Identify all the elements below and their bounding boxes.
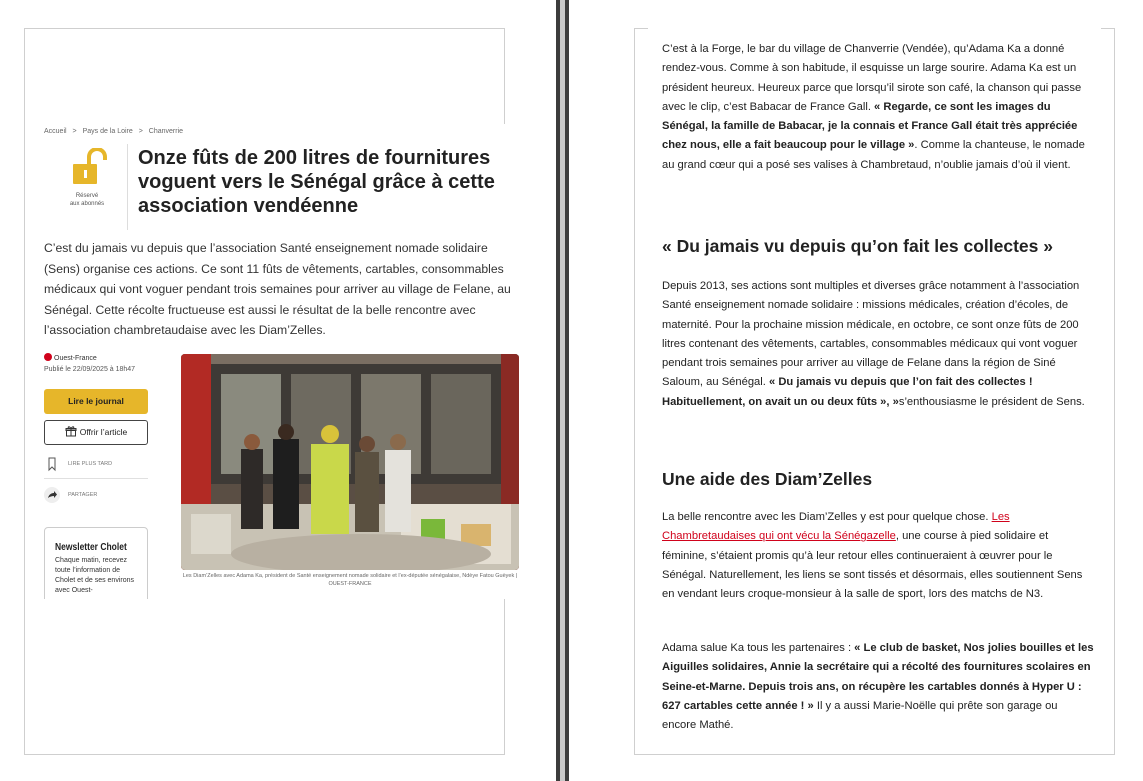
page-divider xyxy=(556,0,569,781)
breadcrumb xyxy=(44,128,187,135)
paragraph-1-end: . Comme la chanteuse, le nomade au grand cœur qui a posé ses valises à Chambretaud, n’oublie jamais d’où il vient. xyxy=(662,139,1085,171)
senegazelle-link[interactable]: Les Chambretaudaises qui ont vécu la Sénégazelle xyxy=(662,511,1010,543)
article-lead: C’est du jamais vu depuis que l’association Santé enseignement nomade solidaire (Sens) organise ces actions. Ce sont 11 fûts de vêtements, cartables, consommables médicaux qui vont voguer pendant trois semaines pour arriver au village de Felane, au Sénégal. Cette récolte fructueuse est aussi le résultat de la belle rencontre avec l’association chambretaudaise avec les Diam’Zelles. xyxy=(44,241,511,337)
newsletter-box[interactable] xyxy=(44,527,148,599)
subscriber-label: aux abonnés xyxy=(69,201,105,207)
unlock-icon xyxy=(67,148,107,190)
source-name: Ouest-France xyxy=(54,355,97,362)
paragraph-2-quote: « Du jamais vu depuis que l’on fait des collectes ! Habituellement, on avait un ou deux fûts », » xyxy=(662,376,1033,408)
share-button[interactable] xyxy=(44,486,148,510)
paragraph-1 xyxy=(662,40,1094,175)
read-journal-button[interactable]: Lire le journal xyxy=(44,389,148,414)
subheading-collectes: « Du jamais vu depuis qu’on fait les collectes » xyxy=(662,236,1053,256)
paragraph-4 xyxy=(662,639,1094,735)
read-later-button[interactable] xyxy=(44,455,148,479)
paragraph-4-quote: « Le club de basket, Nos jolies bouilles et les Aiguilles solidaires, Annie la secrétaire qui a récolté des fournitures scolaires en Seine-et-Marne. Depuis trois ans, on récupère les cartables donnés à Hyper U : 627 cartables cette année ! » xyxy=(662,642,1094,712)
paragraph-3 xyxy=(662,508,1094,604)
read-later-label: LIRE PLUS TARD xyxy=(68,461,113,467)
source-label xyxy=(44,353,97,362)
paragraph-2 xyxy=(662,277,1094,412)
offer-article-button[interactable] xyxy=(44,420,148,445)
share-label: PARTAGER xyxy=(68,492,98,498)
subscriber-badge xyxy=(52,148,122,214)
newsletter-text: Chaque matin, recevez toute l’information de Cholet et de ses environs avec Ouest- xyxy=(55,557,134,594)
paragraph-1-text: C’est à la Forge, le bar du village de Chanverrie (Vendée), qu’Adama Ka a donné rendez-vous. Comme à son habitude, il esquisse un large sourire. Adama Ka est un président heureux. Heureux parce que lorsqu’il sirote son café, la chanson qui passe avec le clip, c’est Babacar de France Gall. xyxy=(662,43,1082,113)
paragraph-2-end: s’enthousiasme le président de Sens. xyxy=(898,395,1085,408)
group-photo-illustration xyxy=(181,354,519,570)
paragraph-4-end: Il y a aussi Marie-Noëlle qui prête son garage ou encore Mathé. xyxy=(662,699,1058,732)
subheading-diamzelles: Une aide des Diam’Zelles xyxy=(662,469,873,489)
breadcrumb-sep: > xyxy=(138,128,143,135)
bookmark-icon xyxy=(44,456,60,472)
article-clipping xyxy=(30,124,520,599)
breadcrumb-region[interactable]: Pays de la Loire xyxy=(82,128,133,135)
paragraph-3-text: La belle rencontre avec les Diam’Zelles y est pour quelque chose. xyxy=(662,511,989,523)
offer-label: Offrir l’article xyxy=(79,427,128,437)
newsletter-title: Newsletter Cholet xyxy=(55,542,127,553)
article-headline: Onze fûts de 200 litres de fournitures voguent vers le Sénégal grâce à cette association vendéenne xyxy=(138,147,495,217)
subscriber-label: Réservé xyxy=(75,193,99,199)
ouest-france-logo-icon xyxy=(44,353,52,361)
breadcrumb-sep: > xyxy=(72,128,77,135)
paragraph-4-text: Adama salue Ka tous les partenaires : xyxy=(662,642,852,654)
share-icon xyxy=(44,487,60,503)
gift-icon xyxy=(65,425,77,437)
title-rule xyxy=(127,144,128,230)
breadcrumb-town[interactable]: Chanverrie xyxy=(148,128,184,135)
paragraph-3-end: , une course à pied solidaire et féminine, s’étaient promis qu’à leur retour elles continueraient à œuvrer pour le Sénégal. Naturellement, les liens se sont tissés et désormais, elles soutiennent Sens en vendant leurs croque-monsieur à la salle de sport, lors des matchs de N3. xyxy=(662,530,1083,601)
breadcrumb-home[interactable]: Accueil xyxy=(44,128,67,135)
paragraph-2-text: Depuis 2013, ses actions sont multiples et diverses grâce notamment à l’association Santé enseignement nomade solidaire : missions médicales, création d’écoles, de maternité. Pour la prochaine mission médicale, en octobre, ce sont onze fûts de 200 litres contenant des vêtements, cartables, consommables médicaux qui vont voguer pendant trois semaines pour arriver au village de Felane dans la région de Siné Saloum, au Sénégal. xyxy=(662,280,1080,389)
paragraph-1-quote: « Regarde, ce sont les images du Sénégal, la famille de Babacar, je la connais et France Gall était très appréciée chez nous, elle a fait beaucoup pour le village » xyxy=(662,100,1078,152)
publish-date: Publié le 22/09/2025 à 18h47 xyxy=(44,366,136,373)
article-photo[interactable] xyxy=(181,354,519,570)
photo-caption: Les Diam’Zelles avec Adama Ka, président de Santé enseignement nomade solidaire et l’ex-députée sénégalaise, Ndèye Fatou Guèyek | OUEST-FRANCE xyxy=(182,573,518,587)
